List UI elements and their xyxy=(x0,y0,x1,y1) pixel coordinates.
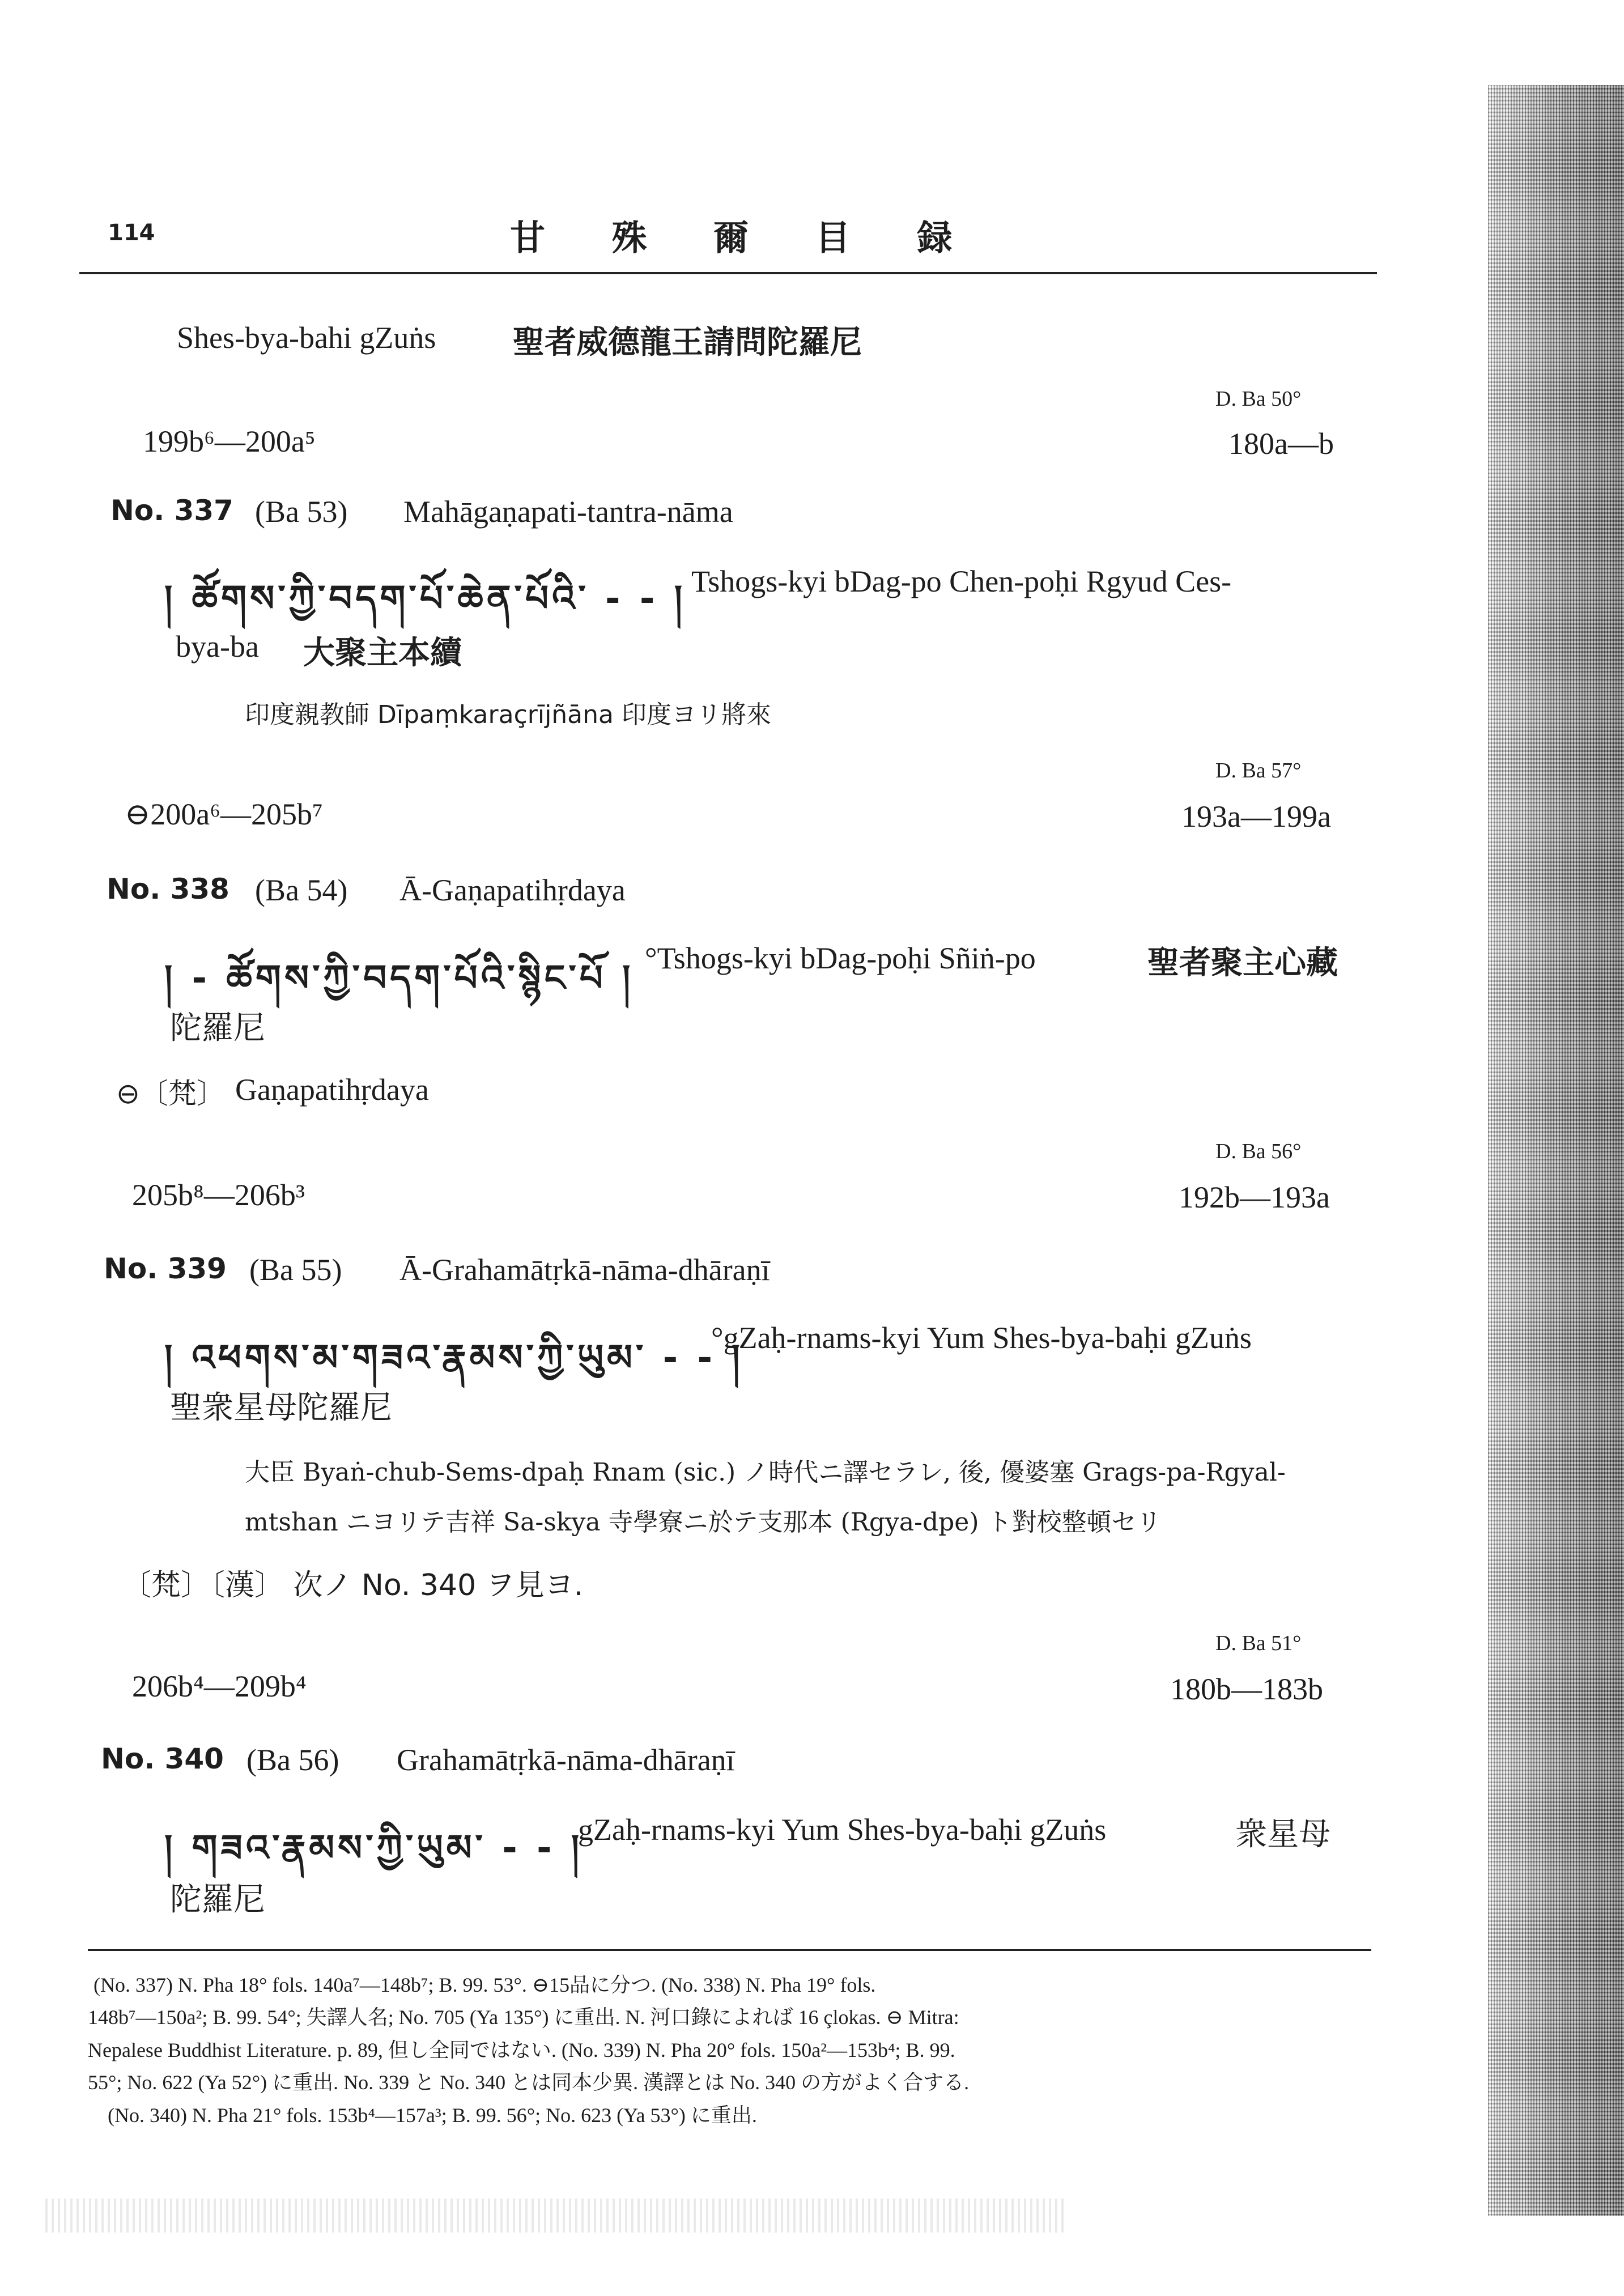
entry-340-tibetan-line1: gZaḥ-rnams-kyi Yum Shes-bya-baḥi gZuṅs xyxy=(578,1813,1107,1847)
entry-338-folios: 205b⁸—206b³ xyxy=(132,1178,305,1212)
entry-338-d-folios: 192b—193a xyxy=(1179,1180,1330,1214)
entry-339-d-folios: 180b—183b xyxy=(1170,1672,1323,1706)
scan-border-bottom xyxy=(45,2199,1065,2233)
entry-339-note-line2: mtshan ニヨリテ吉祥 Sa-skya 寺學寮ニ於テ支那本 (Rgya-dpe) ト對校整頓セリ xyxy=(245,1508,1162,1537)
footnote-line-3: Nepalese Buddhist Literature. p. 89, 但し全同ではない. (No. 339) N. Pha 20° fols. 150a²—153b⁴; B. 99. xyxy=(88,2039,955,2061)
entry-337-note: 印度親教師 Dīpaṃkaraçrījñāna 印度ヨリ將來 xyxy=(245,700,771,729)
entry-337-tibetan-script: ། ཚོགས་ཀྱི་བདག་པོ་ཆེན་པོའི་ - - ། xyxy=(164,578,686,620)
header-rule xyxy=(79,272,1377,274)
entry-338-tibetan-line1: °Tshogs-kyi bDag-poḥi Sñiṅ-po xyxy=(645,941,1036,975)
entry-340-tibetan-script: ། གཟའ་རྣམས་ཀྱི་ཡུམ་ - - ། xyxy=(164,1827,583,1869)
entry-339-ba: (Ba 55) xyxy=(249,1253,342,1287)
top-entry-d-ref: D. Ba 50° xyxy=(1215,387,1302,411)
entry-340-number: No. 340 xyxy=(101,1742,224,1775)
entry-340-chinese-line1: 衆星母 xyxy=(1235,1816,1330,1853)
entry-339-sanskrit-title: Ā-Grahamātṛkā-nāma-dhāraṇī xyxy=(399,1253,770,1287)
entry-337-d-folios: 193a—199a xyxy=(1181,800,1331,834)
footnote-line-2: 148b⁷—150a²; B. 99. 54°; 失譯人名; No. 705 (Ya 135°) に重出. N. 河口錄によれば 16 çlokas. ⊖ Mitra: xyxy=(88,2006,959,2029)
top-entry-folios: 199b⁶—200a⁵ xyxy=(143,424,316,458)
top-entry-tibetan-title: Shes-bya-bahi gZuṅs xyxy=(177,321,436,355)
entry-338-sanskrit-title: Ā-Gaṇapatihṛdaya xyxy=(399,873,626,907)
entry-337-sanskrit-title: Mahāgaṇapati-tantra-nāma xyxy=(403,495,733,529)
entry-340-ba: (Ba 56) xyxy=(246,1743,339,1777)
entry-338-chinese-line2: 陀羅尼 xyxy=(170,1010,265,1047)
footnote-line-4: 55°; No. 622 (Ya 52°) に重出. No. 339 と No. 340 とは同本少異. 漢譯とは No. 340 の方がよく合する. xyxy=(88,2071,970,2094)
entry-339-reference: 〔梵〕〔漢〕 次ノ No. 340 ヲ見ヨ. xyxy=(122,1568,584,1602)
entry-338-chinese-line1: 聖者聚主心藏 xyxy=(1147,945,1338,981)
footnote-line-5: (No. 340) N. Pha 21° fols. 153b⁴—157a³; B. 99. 56°; No. 623 (Ya 53°) に重出. xyxy=(108,2104,757,2127)
entry-338-tibetan-script: ། - ཚོགས་ཀྱི་བདག་པོའི་སྙིང་པོ ། xyxy=(164,958,634,1000)
entry-339-tibetan-script: ། འཕགས་མ་གཟའ་རྣམས་ཀྱི་ཡུམ་ - - ། xyxy=(164,1337,743,1379)
entry-337-number: No. 337 xyxy=(110,494,233,527)
entry-337-folios: ⊖200a⁶—205b⁷ xyxy=(125,797,323,831)
entry-339-d-ref: D. Ba 51° xyxy=(1215,1631,1302,1655)
entry-337-ba: (Ba 53) xyxy=(255,495,348,529)
entry-338-ba: (Ba 54) xyxy=(255,873,348,907)
entry-337-chinese-title: 大聚主本續 xyxy=(303,635,462,671)
top-entry-chinese-title: 聖者威德龍王請問陀羅尼 xyxy=(513,324,862,361)
entry-339-tibetan-line1: °gZaḥ-rnams-kyi Yum Shes-bya-baḥi gZuṅs xyxy=(711,1321,1252,1355)
entry-339-number: No. 339 xyxy=(104,1252,227,1285)
running-title: 甘 殊 爾 目 録 xyxy=(510,217,980,258)
scan-border-right xyxy=(1488,85,1624,2216)
entry-337-d-ref: D. Ba 57° xyxy=(1215,759,1302,783)
entry-337-tibetan-line2: bya-ba xyxy=(176,630,259,664)
entry-339-folios: 206b⁴—209b⁴ xyxy=(132,1669,307,1703)
entry-338-d-ref: D. Ba 56° xyxy=(1215,1140,1302,1163)
top-entry-d-folios: 180a—b xyxy=(1228,427,1334,461)
entry-339-note-line1: 大臣 Byaṅ-chub-Sems-dpaḥ Rnam (sic.) ノ時代ニ譯セラレ, 後, 優婆塞 Grags-pa-Rgyal- xyxy=(245,1458,1286,1487)
page-number: 114 xyxy=(108,220,155,246)
entry-339-chinese-title: 聖衆星母陀羅尼 xyxy=(170,1389,392,1426)
entry-338-number: No. 338 xyxy=(107,873,229,905)
footnote-line-1: (No. 337) N. Pha 18° fols. 140a⁷—148b⁷; B. 99. 53°. ⊖15品に分つ. (No. 338) N. Pha 19° fols. xyxy=(93,1974,876,1996)
entry-338-sanskrit-label: ⊖〔梵〕 xyxy=(116,1077,225,1110)
entry-337-tibetan-line1: Tshogs-kyi bDag-po Chen-poḥi Rgyud Ces- xyxy=(691,564,1232,598)
entry-338-sanskrit-value: Gaṇapatihṛdaya xyxy=(235,1073,429,1107)
entry-340-chinese-line2: 陀羅尼 xyxy=(170,1881,265,1918)
footnote-rule xyxy=(88,1949,1371,1951)
entry-340-sanskrit-title: Grahamātṛkā-nāma-dhāraṇī xyxy=(397,1743,735,1777)
